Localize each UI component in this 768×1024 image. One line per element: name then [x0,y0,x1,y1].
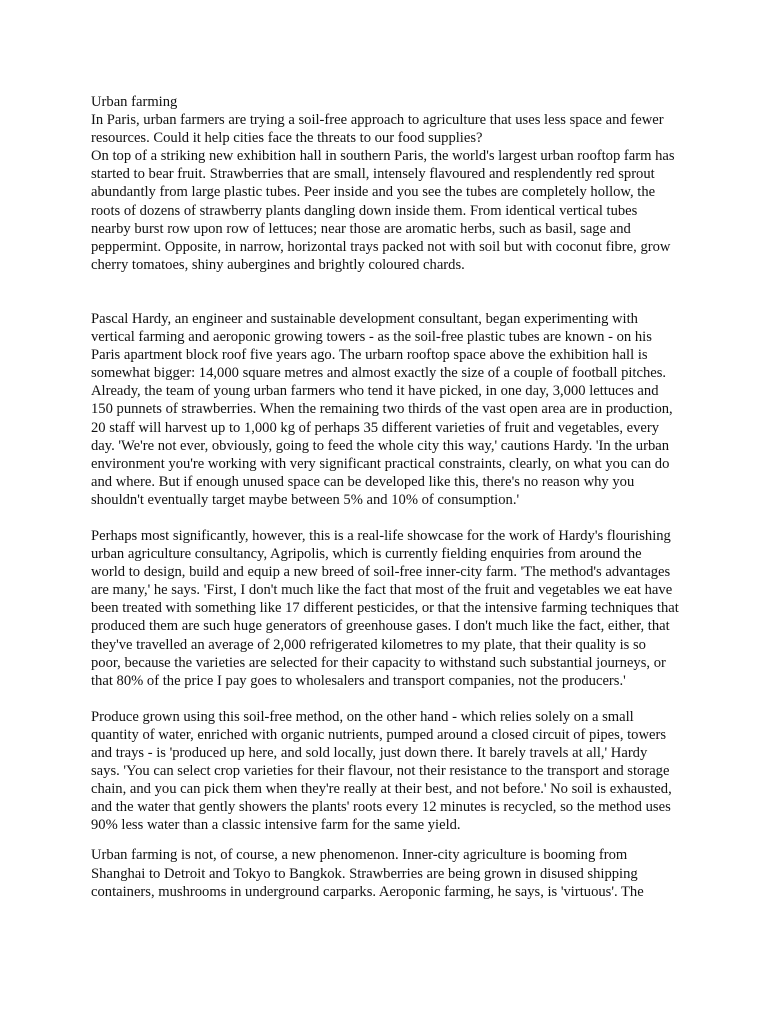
document-page [91,93,679,901]
paragraph-agripolis: Perhaps most significantly, however, this is a real-life showcase for the work of Hardy's flourishing urban agriculture consultancy, Agripolis, which is currently fielding enquiries from around the world to design, build and equip a new breed of soil-free inner-city farm. 'The method's advantages are many,' he says. 'First, I don't much like the fact that most of the fruit and vegetables we eat have been treated with something like 17 different pesticides, or that the intensive farming techniques that produced them are such huge generators of greenhouse gases. I don't much like the fact, either, that they've travelled an average of 2,000 refrigerated kilometres to my plate, that their quality is so poor, because the varieties are selected for their capacity to withstand such substantial journeys, or that 80% of the price I pay goes to wholesalers and transport companies, not the producers.' [91,527,679,689]
paragraph-urban-farming-phenomenon: Urban farming is not, of course, a new phenomenon. Inner-city agriculture is booming from Shanghai to Detroit and Tokyo to Bangkok. Strawberries are being grown in disused shipping containers, mushrooms in underground carparks. Aeroponic farming, he says, is 'virtuous'. The [91,847,644,900]
paragraph-soil-free-method: Produce grown using this soil-free method, on the other hand - which relies solely on a small quantity of water, enriched with organic nutrients, pumped around a closed circuit of pipes, towers and trays - is 'produced up here, and sold locally, just down there. It barely travels at all,' Hardy says. 'You can select crop varieties for their flavour, not their resistance to the transport and storage chain, and you can pick them when they're really at their best, and not before.' No soil is exhausted, and the water that gently showers the plants' roots every 12 minutes is recycled, so the method uses 90% less water than a classic intensive farm for the same yield. [91,708,672,834]
paragraph-rooftop-farm: On top of a striking new exhibition hall in southern Paris, the world's largest urban rooftop farm has started to bear fruit. Strawberries that are small, intensely flavoured and resplendently red sprout abundantly from large plastic tubes. Peer inside and you see the tubes are completely hollow, the roots of dozens of strawberry plants dangling down inside them. From identical vertical tubes nearby burst row upon row of lettuces; near those are aromatic herbs, such as basil, sage and peppermint. Opposite, in narrow, horizontal trays packed not with soil but with coconut fibre, grow cherry tomatoes, shiny aubergines and brightly coloured chards. [91,148,675,273]
paragraph-intro: In Paris, urban farmers are trying a soil-free approach to agriculture that uses less space and fewer resources. Could it help cities face the threats to our food supplies? [91,112,664,147]
paragraph-pascal-hardy: Pascal Hardy, an engineer and sustainable development consultant, began experimenting with vertical farming and aeroponic growing towers - as the soil-free plastic tubes are known - on his Paris apartment block roof five years ago. The urbarn rooftop space above the exhibition hall is somewhat bigger: 14,000 square metres and almost exactly the size of a couple of football pitches. Already, the team of young urban farmers who tend it have picked, in one day, 3,000 lettuces and 150 punnets of strawberries. When the remaining two thirds of the vast open area are in production, 20 staff will harvest up to 1,000 kg of perhaps 35 different varieties of fruit and vegetables, every day. 'We're not ever, obviously, going to feed the whole city this way,' cautions Hardy. 'In the urban environment you're working with very significant practical constraints, clearly, on what you can do and where. But if enough unused space can be developed like this, there's no reason why you shouldn't eventually target maybe between 5% and 10% of consumption.' [91,310,673,508]
document-title: Urban farming [91,94,178,110]
